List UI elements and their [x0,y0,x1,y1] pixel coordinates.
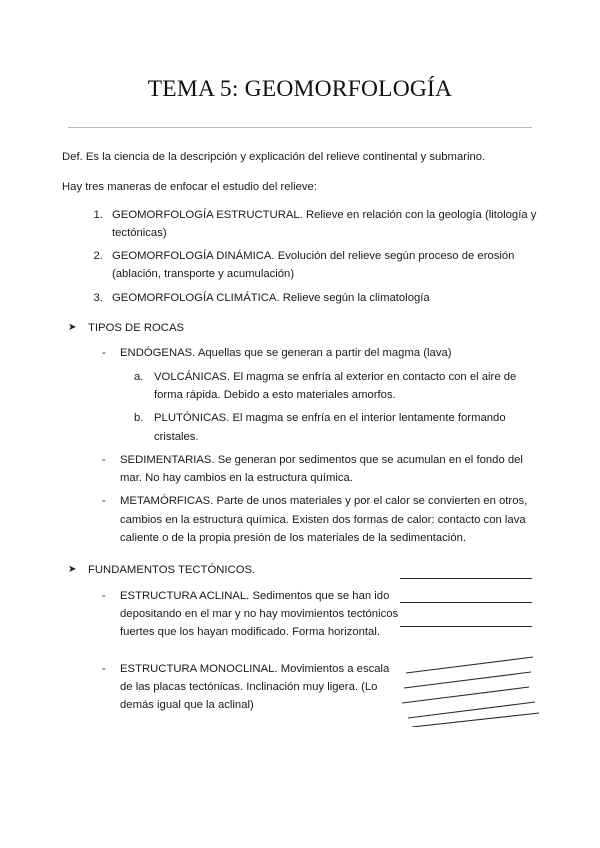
dash-bullet-icon: - [102,662,106,675]
list-item: 3. GEOMORFOLOGÍA CLIMÁTICA. Relieve según la climatología [106,289,538,307]
list-item-label: ENDÓGENAS. Aquellas que se generan a partir del magma (lava) [120,347,452,360]
list-item [62,492,538,547]
strata-line [404,672,531,688]
section-heading-tipos-de-rocas [62,319,538,337]
strata-line [402,687,529,703]
list-item [62,451,538,488]
dash-bullet-icon: - [102,495,106,508]
page-title: TEMA 5: GEOMORFOLOGÍA [147,76,453,102]
list-item-label: ESTRUCTURA MONOCLINAL. Movimientos a escala de las placas tectónicas. Inclinación muy ligera. (Lo demás igual que la aclinal) [120,662,390,712]
list-item-label: SEDIMENTARIAS. Se generan por sedimentos que se acumulan en el fondo del mar. No hay cambios en la estructura química. [120,453,523,485]
approaches-list [62,206,538,307]
list-item-label: METAMÓRFICAS. Parte de unos materiales y por el calor se convierten en otros, cambios en la estructura química. Existen dos formas de calor: contacto con lava caliente o de la propia presión de los materiales de la sedimentación. [120,495,528,545]
dash-bullet-icon: - [102,453,106,466]
section-heading-label: FUNDAMENTOS TECTÓNICOS. [88,564,256,577]
list-item [62,660,392,715]
section-heading-label: TIPOS DE ROCAS [88,322,185,335]
strata-line [406,657,533,673]
title-divider [68,127,532,128]
strata-line [400,602,532,603]
list-item: 2. GEOMORFOLOGÍA DINÁMICA. Evolución del relieve según proceso de erosión (ablación, transporte y acumulación) [106,247,538,284]
strata-line [408,702,535,718]
list-item-label: PLUTÓNICAS. El magma se enfría en el interior lentamente formando cristales. [154,412,506,443]
list-item-label: ESTRUCTURA ACLINAL. Sedimentos que se han ido depositando en el mar y no hay movimientos tectónicos fuertes que los hayan modificado. Forma horizontal. [120,589,399,639]
section-heading-fundamentos-tectonicos [62,561,538,579]
spacer [62,552,538,561]
list-item-label: VOLCÁNICAS. El magma se enfría al exterior en contacto con el aire de forma rápida. Debido a esto materiales amorfos. [154,370,517,401]
dash-bullet-icon: - [102,347,106,360]
lead-in-paragraph: Hay tres maneras de enfocar el estudio del relieve: [62,181,317,194]
list-item [62,409,538,446]
inclined-strata-diagram [398,655,548,727]
alpha-bullet-icon: b. [134,412,144,425]
definition-paragraph: Def. Es la ciencia de la descripción y explicación del relieve continental y submarino. [62,151,486,163]
list-item [62,368,538,405]
list-item [62,587,402,642]
strata-line [412,713,539,727]
strata-line [400,626,532,627]
alpha-bullet-icon: a. [134,370,144,383]
arrow-bullet-icon: ➤ [68,564,77,576]
horizontal-strata-diagram [400,578,540,630]
arrow-bullet-icon: ➤ [68,322,77,334]
dash-bullet-icon: - [102,589,106,602]
list-item: 1. GEOMORFOLOGÍA ESTRUCTURAL. Relieve en relación con la geología (litología y tectónicas) [106,206,538,243]
list-item [62,344,538,362]
inclined-strata-svg [398,655,548,727]
